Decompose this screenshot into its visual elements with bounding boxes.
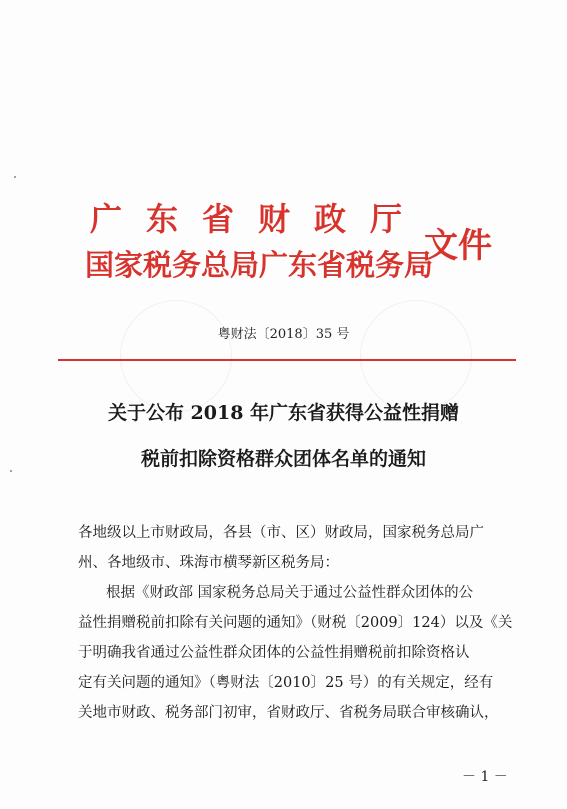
agency-name-finance-department: 广东省财政厅: [90, 200, 427, 238]
body-line: 州、各地级市、珠海市横琴新区税务局：: [78, 555, 339, 571]
agency-header: [80, 180, 520, 310]
document-number: 粤财法〔2018〕35 号: [217, 327, 350, 342]
page-number: － 1 －: [462, 769, 508, 785]
body-line: 根据《财政部 国家税务总局关于通过公益性群众团体的公: [106, 585, 474, 601]
body-line: 益性捐赠税前扣除有关问题的通知》（财税〔2009〕124）以及《关: [78, 615, 513, 631]
body-line: 定有关问题的通知》（粤财法〔2010〕25 号）的有关规定，经有: [78, 675, 494, 691]
body-line: 于明确我省通过公益性群众团体的公益性捐赠税前扣除资格认: [78, 645, 470, 661]
document-type-label: 文件: [424, 226, 492, 266]
document-title-line-1: 关于公布 2018 年广东省获得公益性捐赠: [107, 402, 460, 424]
agency-name-tax-bureau: 国家税务总局广东省税务局: [85, 248, 434, 282]
document-body: [78, 518, 518, 728]
scan-speck: [14, 176, 16, 178]
body-line: 各地级以上市财政局，各县（市、区）财政局，国家税务总局广: [78, 525, 484, 541]
body-line: 关地市财政、税务部门初审，省财政厅、省税务局联合审核确认，: [78, 705, 499, 721]
faint-seal-watermark: [360, 300, 472, 412]
red-header-divider: [58, 359, 516, 361]
document-title-line-2: 税前扣除资格群众团体名单的通知: [140, 448, 426, 470]
faint-seal-watermark: [120, 300, 232, 412]
